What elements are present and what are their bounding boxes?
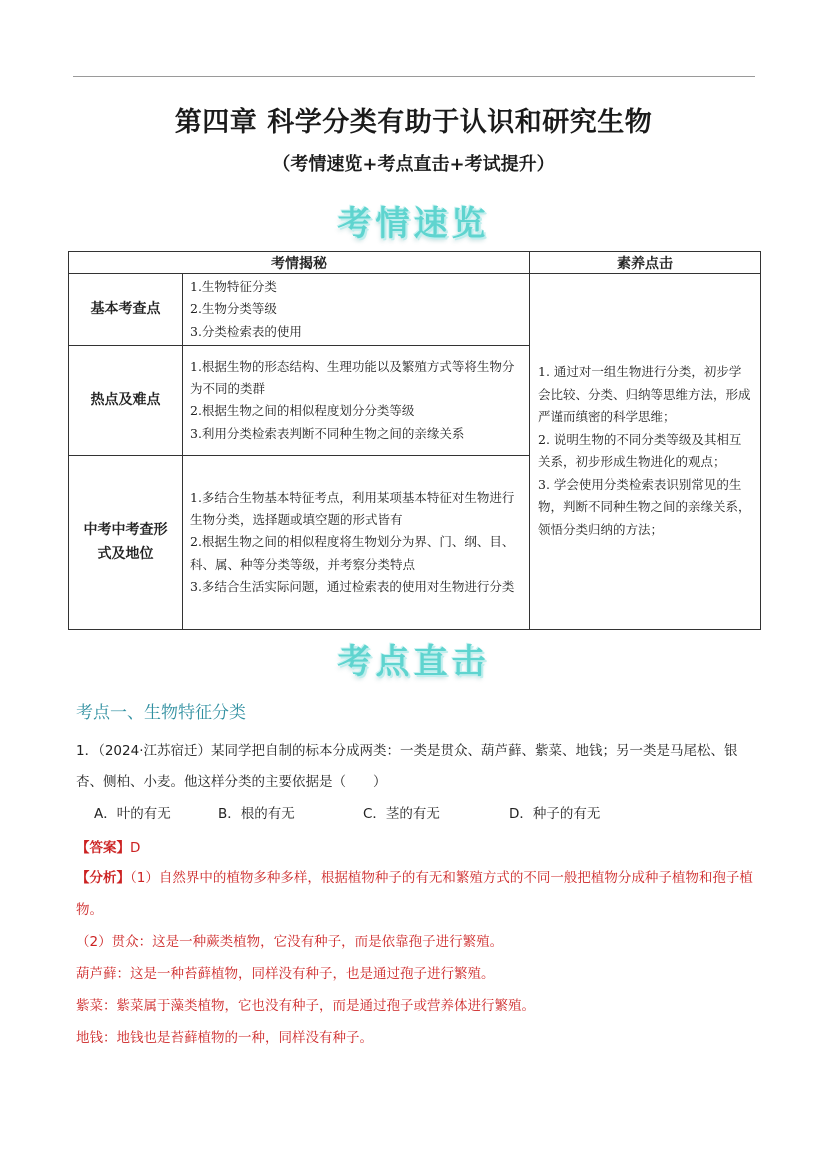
- analysis-first: （1）自然界中的植物多种多样，根据植物种子的有无和繁殖方式的不同一般把植物分成种子植物和孢子植物。: [76, 870, 753, 918]
- row-detail-hotspot: [183, 345, 530, 455]
- detail-line: 1.根据生物的形态结构、生理功能以及繁殖方式等将生物分为不同的类群: [190, 358, 515, 397]
- page-title: 第四章 科学分类有助于认识和研究生物: [174, 107, 653, 138]
- detail-line: 2.生物分类等级: [190, 301, 277, 317]
- literacy-cell: [530, 274, 761, 630]
- detail-line: 3.分类检索表的使用: [190, 323, 302, 339]
- row-detail-basic: [183, 274, 530, 346]
- literacy-point: 3. 学会使用分类检索表识别常见的生物，判断不同种生物之间的亲缘关系，领悟分类归纳的方法；: [538, 476, 751, 537]
- detail-line: 3.利用分类检索表判断不同种生物之间的亲缘关系: [190, 425, 465, 441]
- analysis-label: 【分析】: [76, 870, 130, 886]
- table-header-row: [69, 252, 761, 274]
- row-label-basic: 基本考查点: [69, 274, 183, 346]
- option-a: A．叶的有无: [94, 806, 171, 822]
- analysis-line: 紫菜：紫菜属于藻类植物，它也没有种子，而是通过孢子或营养体进行繁殖。: [76, 998, 535, 1014]
- option-d: D．种子的有无: [509, 806, 601, 822]
- table-row: [69, 274, 761, 346]
- answer-value: D: [130, 840, 141, 856]
- analysis-block: [76, 862, 760, 1054]
- row-detail-exam-form: [183, 455, 530, 629]
- analysis-line: 地钱：地钱也是苔藓植物的一种，同样没有种子。: [76, 1030, 373, 1046]
- detail-line: 1.多结合生物基本特征考点，利用某项基本特征对生物进行生物分类，选择题或填空题的形式皆有: [190, 489, 515, 527]
- points-banner: 考点直击: [337, 642, 490, 682]
- answer-label: 【答案】: [76, 840, 130, 856]
- detail-line: 2.根据生物之间的相似程度划分分类等级: [190, 403, 415, 419]
- literacy-point: 2. 说明生物的不同分类等级及其相互关系，初步形成生物进化的观点；: [538, 431, 742, 470]
- overview-banner: 考情速览: [337, 204, 490, 244]
- analysis-paragraph: [76, 862, 760, 926]
- row-label-text: 中考中考查形式及地位: [83, 522, 168, 563]
- header-exam-secrets: 考情揭秘: [69, 252, 530, 274]
- answer-line: [76, 836, 140, 856]
- overview-table: [68, 251, 761, 630]
- analysis-line: 葫芦藓：这是一种苔藓植物，同样没有种子，也是通过孢子进行繁殖。: [76, 966, 495, 982]
- answer-options: [94, 802, 754, 822]
- detail-line: 3.多结合生活实际问题，通过检索表的使用对生物进行分类: [190, 578, 515, 594]
- question-stem: 1．（2024·江苏宿迁）某同学把自制的标本分成两类：一类是贯众、葫芦藓、紫菜、地钱；另一类是马尾松、银杏、侧柏、小麦。他这样分类的主要依据是（ ）: [76, 743, 738, 790]
- page-subtitle: （考情速览+考点直击+考试提升）: [272, 154, 555, 175]
- detail-line: 2.根据生物之间的相似程度将生物划分为界、门、纲、目、科、属、种等分类等级，并考察分类特点: [190, 534, 515, 572]
- option-b: B．根的有无: [218, 806, 295, 822]
- header-rule: [73, 76, 755, 77]
- section-heading: 考点一、生物特征分类: [76, 703, 246, 723]
- header-literacy: 素养点击: [530, 252, 761, 274]
- row-label-hotspot: 热点及难点: [69, 345, 183, 455]
- analysis-line: （2）贯众：这是一种蕨类植物，它没有种子，而是依靠孢子进行繁殖。: [76, 934, 504, 950]
- row-label-exam-form: [69, 455, 183, 629]
- detail-line: 1.生物特征分类: [190, 279, 277, 294]
- option-c: C．茎的有无: [363, 806, 440, 822]
- literacy-point: 1. 通过对一组生物进行分类，初步学会比较、分类、归纳等思维方法，形成严谨而缜密的科学思维；: [538, 364, 751, 425]
